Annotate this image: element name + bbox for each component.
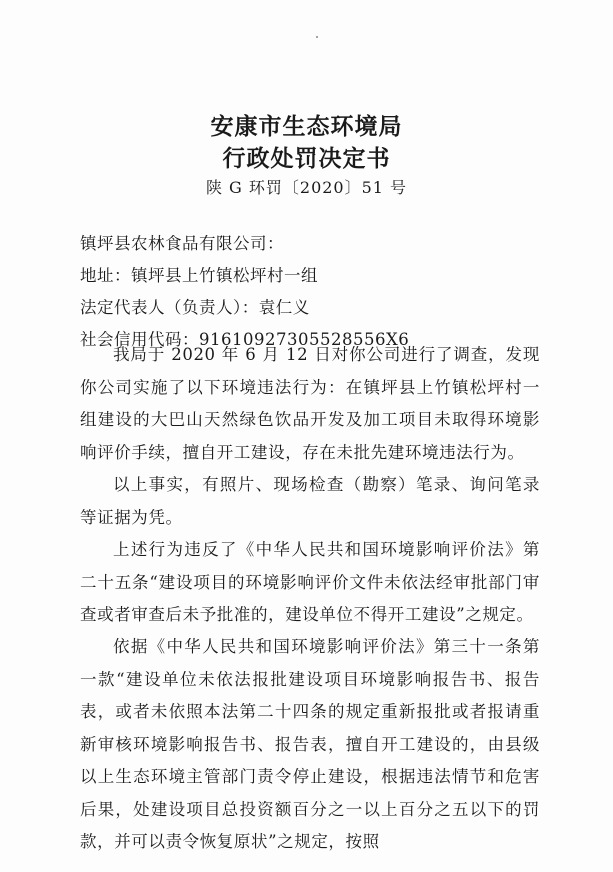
paragraph-evidence: 以上事实，有照片、现场检查（勘察）笔录、询问笔录等证据为凭。 bbox=[80, 475, 540, 527]
party-address: 地址：镇坪县上竹镇松坪村一组 bbox=[80, 266, 318, 285]
party-name: 镇坪县农林食品有限公司： bbox=[80, 234, 284, 253]
document-number: 陕 G 环罚〔2020〕51 号 bbox=[205, 178, 408, 197]
paragraph-violation: 上述行为违反了《中华人民共和国环境影响评价法》第二十五条“建设项目的环境影响评价文件未依法经审批部门审查或者审查后未予批准的，建设单位不得开工建设”之规定。 bbox=[80, 540, 540, 624]
paragraph-legal-basis: 依据《中华人民共和国环境影响评价法》第三十一条第一款“建设单位未依法报批建设项目环境影响报告书、报告表，或者未依照本法第二十四条的规定重新报批或者报请重新审核环境影响报告书、报告表，擅自开工建设的，由县级以上生态环境主管部门责令停止建设，根据违法情节和危害后果，处建设项目总投资额百分之一以上百分之五以下的罚款，并可以责令恢复原状”之规定，按照 bbox=[80, 637, 540, 851]
scan-speck bbox=[316, 36, 318, 38]
party-representative: 法定代表人（负责人）：袁仁义 bbox=[80, 298, 310, 317]
document-title-line1: 安康市生态环境局 bbox=[210, 113, 403, 140]
party-credit-code: 社会信用代码：91610927305528556X6 bbox=[80, 330, 410, 349]
paragraph-facts: 我局于 2020 年 6 月 12 日对你公司进行了调查，发现你公司实施了以下环境违法行为：在镇坪县上竹镇松坪村一组建设的大巴山天然绿色饮品开发及加工项目未取得环境影响评价手续，擅自开工建设，存在未批先建环境违法行为。 bbox=[80, 345, 540, 462]
document-title-line2: 行政处罚决定书 bbox=[222, 145, 391, 172]
